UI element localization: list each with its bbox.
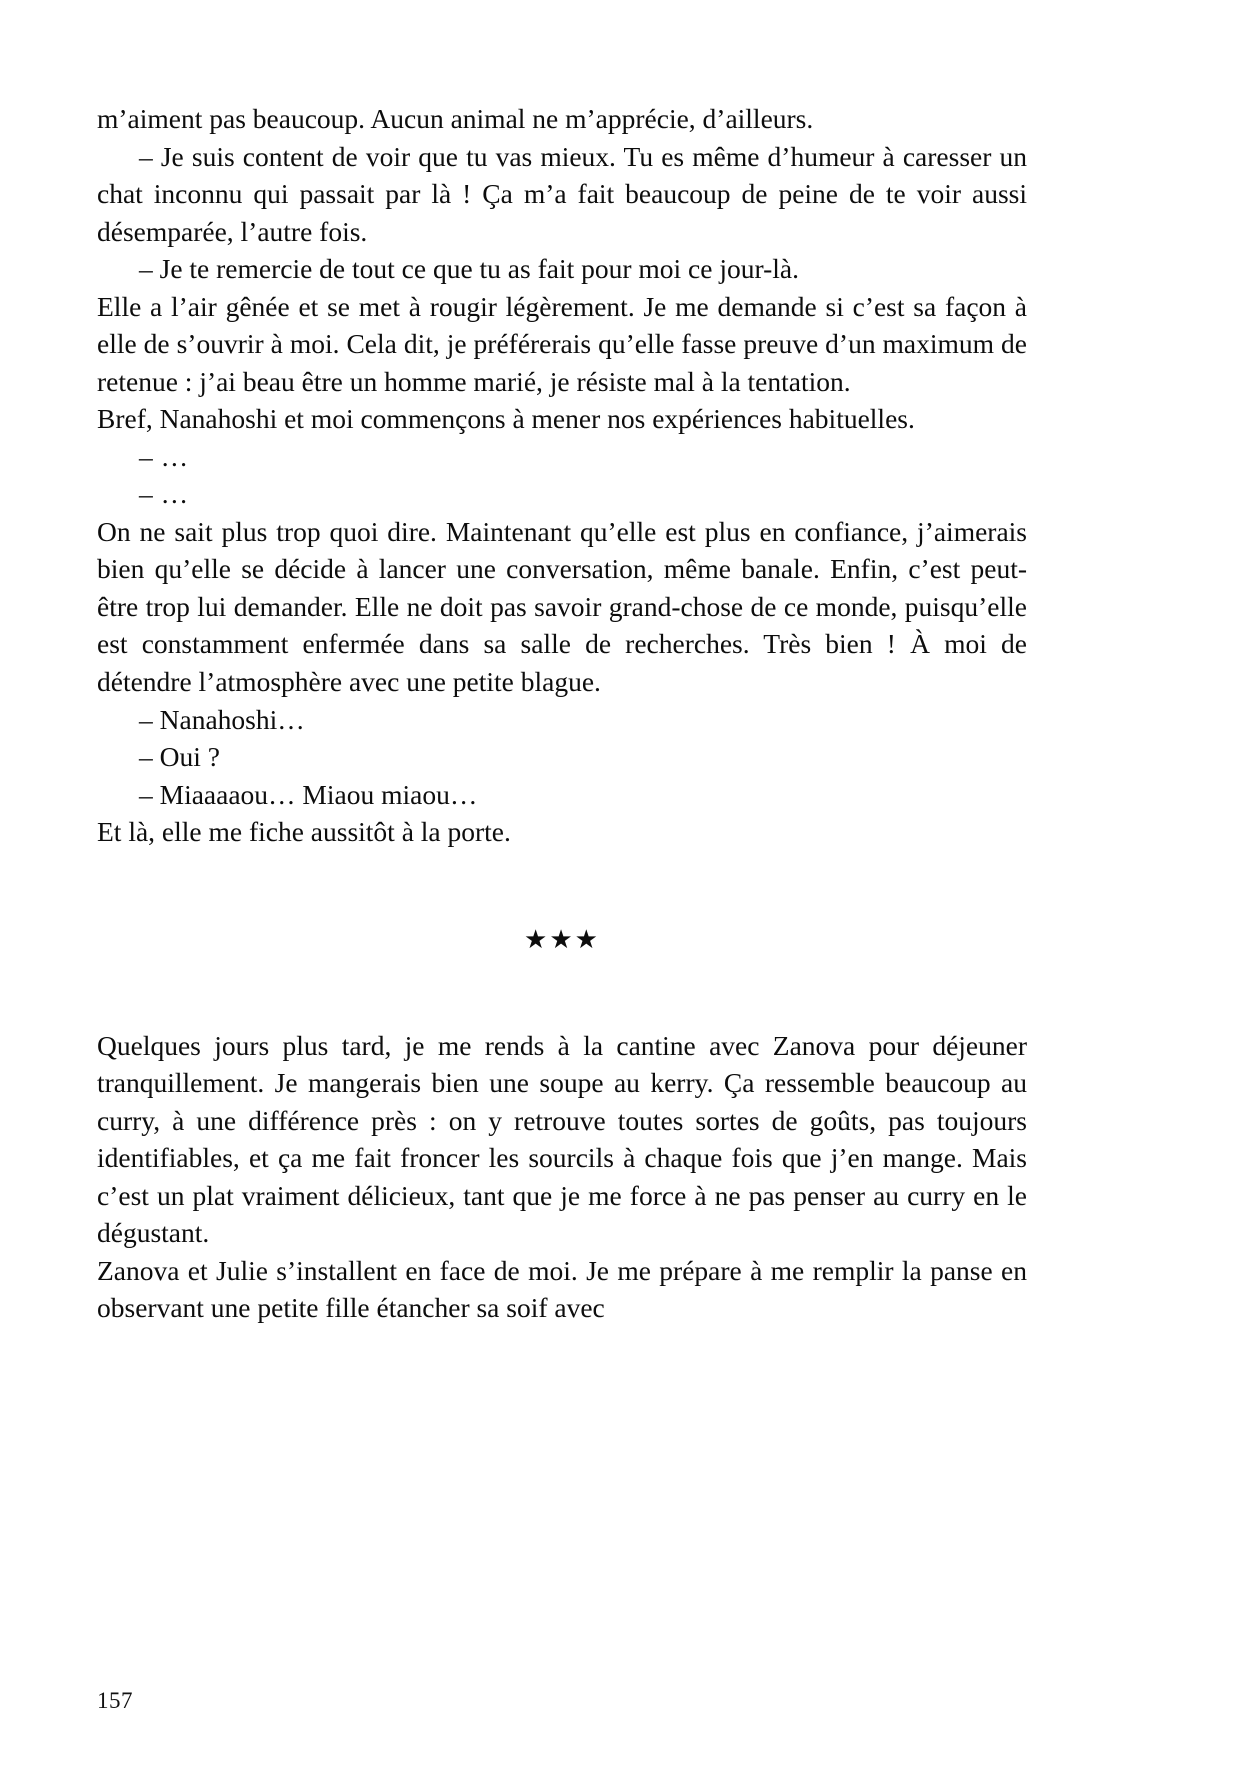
page-number: 157: [97, 1688, 133, 1713]
dialogue-line-ellipsis: – …: [139, 478, 189, 510]
dialogue-line: – Je te remercie de tout ce que tu as fait pour moi ce jour-là.: [139, 253, 799, 285]
paragraph: Bref, Nanahoshi et moi commençons à mener nos expériences habituelles.: [97, 403, 915, 435]
dialogue-line: – Miaaaaou… Miaou miaou…: [139, 778, 478, 810]
scene-break-ornament: ★★★: [524, 924, 600, 954]
dialogue-line: – Nanahoshi…: [139, 703, 305, 735]
paragraph-continued: m’aiment pas beaucoup. Aucun animal ne m’apprécie, d’ailleurs.: [97, 103, 814, 134]
paragraph: Elle a l’air gênée et se met à rougir légèrement. Je me demande si c’est sa façon à elle de s’ouvrir à moi. Cela dit, je préférerais qu’elle fasse preuve d’un maximum de retenue : j’ai beau être un homme marié, je résiste mal à la tentation.: [97, 290, 1027, 397]
paragraph: Et là, elle me fiche aussitôt à la porte.: [97, 816, 511, 848]
paragraph: Zanova et Julie s’installent en face de moi. Je me prépare à me remplir la panse en observant une petite fille étancher sa soif avec: [97, 1254, 1027, 1324]
dialogue-line: – Je suis content de voir que tu vas mieux. Tu es même d’humeur à caresser un chat inconnu qui passait par là ! Ça m’a fait beaucoup de peine de te voir aussi désemparée, l’autre fois.: [97, 140, 1027, 247]
section-after-break: [97, 1027, 1027, 1327]
dialogue-line: – Oui ?: [139, 741, 220, 773]
dialogue-line-ellipsis: – …: [139, 440, 189, 472]
page-text-column: [97, 100, 1027, 1327]
paragraph: Quelques jours plus tard, je me rends à la cantine avec Zanova pour déjeuner tranquillement. Je mangerais bien une soupe au kerry. Ça ressemble beaucoup au curry, à une différence près : on y retrouve toutes sortes de goûts, pas toujours identifiables, et ça me fait froncer les sourcils à chaque fois que j’en mange. Mais c’est un plat vraiment délicieux, tant que je me force à ne pas penser au curry en le dégustant.: [97, 1029, 1027, 1249]
paragraph: On ne sait plus trop quoi dire. Maintenant qu’elle est plus en confiance, j’aimerais bien qu’elle se décide à lancer une conversation, même banale. Enfin, c’est peut-être trop lui demander. Elle ne doit pas savoir grand-chose de ce monde, puisqu’elle est constamment enfermée dans sa salle de recherches. Très bien ! À moi de détendre l’atmosphère avec une petite blague.: [97, 515, 1027, 697]
